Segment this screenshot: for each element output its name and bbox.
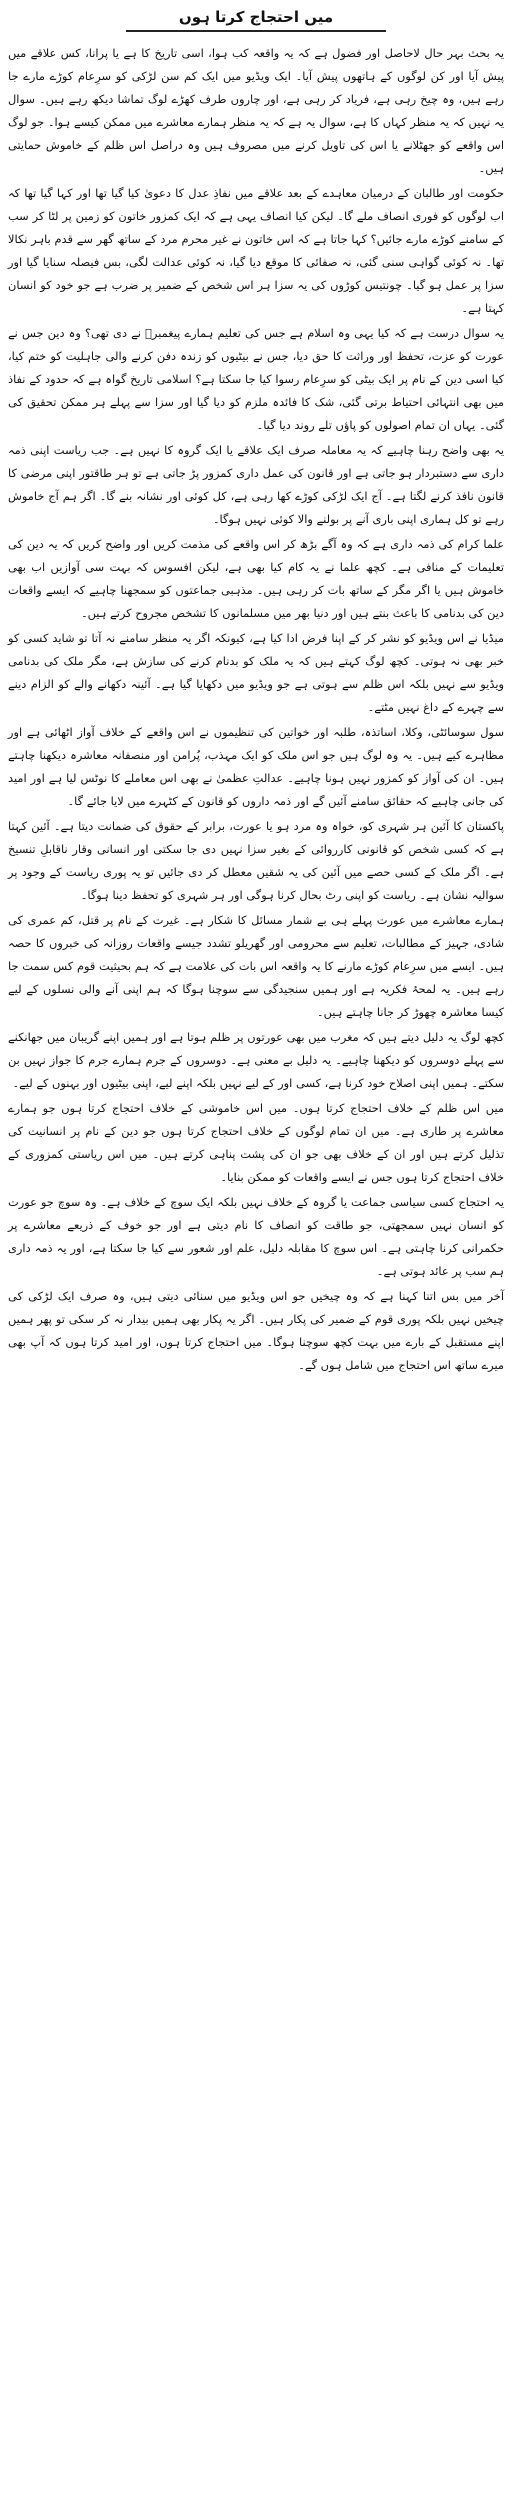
article-paragraph: یہ بھی واضح رہنا چاہیے کہ یہ معاملہ صرف ایک علاقے یا ایک گروہ کا نہیں ہے۔ جب ریاست اپنی ذمہ داری سے دستبردار ہو جاتی ہے اور قانون کی عمل داری کمزور پڑ جاتی ہے تو ہر طاقتور اپنی مرضی کا قانون نافذ کرنے لگتا ہے۔ آج ایک لڑکی کوڑے کھا رہی ہے، کل کوئی اور نشانہ بنے گا۔ اگر ہم آج خاموش رہے تو کل ہماری اپنی باری آنے پر بولنے والا کوئی نہیں ہوگا۔	[8, 443, 504, 526]
article-paragraph: یہ بحث بہر حال لاحاصل اور فضول ہے کہ یہ واقعہ کب ہوا، اسی تاریخ کا ہے یا پرانا، کس علاقے میں پیش آیا اور کن لوگوں کے ہاتھوں پیش آیا۔ ایک ویڈیو میں ایک کم سن لڑکی کو سرِعام کوڑے مارے جا رہے ہیں، وہ چیخ رہی ہے، فریاد کر رہی ہے، اور چاروں طرف کھڑے لوگ تماشا دیکھ رہے ہیں۔ سوال یہ نہیں کہ یہ منظر کہاں کا ہے، سوال یہ ہے کہ یہ منظر ہمارے معاشرے میں ممکن کیسے ہوا۔ جو لوگ اس واقعے کو جھٹلانے یا اس کی تاویل کرنے میں مصروف ہیں وہ دراصل اس ظلم کے خاموش حمایتی ہیں۔	[8, 46, 504, 175]
article-paragraph: یہ احتجاج کسی سیاسی جماعت یا گروہ کے خلاف نہیں بلکہ ایک سوچ کے خلاف ہے۔ وہ سوچ جو عورت کو انسان نہیں سمجھتی، جو طاقت کو انصاف کا نام دیتی ہے اور جو خوف کے ذریعے معاشرے پر حکمرانی کرنا چاہتی ہے۔ اس سوچ کا مقابلہ دلیل، علم اور شعور سے کیا جا سکتا ہے، اور یہ ذمہ داری ہم سب پر عائد ہوتی ہے۔	[8, 1195, 504, 1278]
article-title: میں احتجاج کرتا ہوں	[126, 6, 386, 32]
article-paragraph: میڈیا نے اس ویڈیو کو نشر کر کے اپنا فرض ادا کیا ہے، کیونکہ اگر یہ منظر سامنے نہ آتا تو شاید کسی کو خبر بھی نہ ہوتی۔ کچھ لوگ کہتے ہیں کہ یہ ملک کو بدنام کرنے کی سازش ہے، مگر ملک کی بدنامی ویڈیو سے نہیں بلکہ اس ظلم سے ہوتی ہے جو ویڈیو میں دکھایا گیا ہے۔ آئینہ دکھانے والے کو الزام دینے سے چہرے کے داغ نہیں مٹتے۔	[8, 631, 504, 714]
article-paragraph: میں اس ظلم کے خلاف احتجاج کرتا ہوں۔ میں اس خاموشی کے خلاف احتجاج کرتا ہوں جو ہمارے معاشرے پر طاری ہے۔ میں ان تمام لوگوں کے خلاف احتجاج کرتا ہوں جو دین کے نام پر انسانیت کی تذلیل کرتے ہیں اور ان کے خلاف بھی جو ان کی پشت پناہی کرتے ہیں۔ میں اس ریاستی کمزوری کے خلاف احتجاج کرتا ہوں جس نے ایسے واقعات کو ممکن بنایا۔	[8, 1101, 504, 1184]
article-paragraph: سول سوسائٹی، وکلا، اساتذہ، طلبہ اور خواتین کی تنظیموں نے اس واقعے کے خلاف آواز اٹھائی ہے اور مظاہرے کیے ہیں۔ یہ وہ لوگ ہیں جو اس ملک کو ایک مہذب، پُرامن اور منصفانہ معاشرہ دیکھنا چاہتے ہیں۔ ان کی آواز کو کمزور نہیں ہونا چاہیے۔ عدالتِ عظمیٰ نے بھی اس معاملے کا نوٹس لیا ہے اور امید کی جانی چاہیے کہ حقائق سامنے آئیں گے اور ذمہ داروں کو قانون کے کٹہرے میں لایا جائے گا۔	[8, 725, 504, 808]
article-paragraph: علما کرام کی ذمہ داری ہے کہ وہ آگے بڑھ کر اس واقعے کی مذمت کریں اور واضح کریں کہ یہ دین کی تعلیمات کے منافی ہے۔ کچھ علما نے یہ کام کیا بھی ہے، لیکن افسوس کہ بہت سی آوازیں اب بھی خاموش ہیں یا اگر مگر کے ساتھ بات کر رہی ہیں۔ مذہبی جماعتوں کو سمجھنا چاہیے کہ ایسے واقعات دین کی بدنامی کا باعث بنتے ہیں اور دنیا بھر میں مسلمانوں کا تشخص مجروح کرتے ہیں۔	[8, 537, 504, 620]
article-paragraph: آخر میں بس اتنا کہنا ہے کہ وہ چیخیں جو اس ویڈیو میں سنائی دیتی ہیں، وہ صرف ایک لڑکی کی چیخیں نہیں بلکہ پوری قوم کے ضمیر کی پکار ہیں۔ اگر یہ پکار بھی ہمیں بیدار نہ کر سکی تو پھر ہمیں اپنے مستقبل کے بارے میں بہت کچھ سوچنا ہوگا۔ میں احتجاج کرتا ہوں، اور امید کرتا ہوں کہ آپ بھی میرے ساتھ اس احتجاج میں شامل ہوں گے۔	[8, 1289, 504, 1372]
article-paragraph: حکومت اور طالبان کے درمیان معاہدے کے بعد علاقے میں نفاذِ عدل کا دعویٰ کیا گیا تھا اور کہا گیا تھا کہ اب لوگوں کو فوری انصاف ملے گا۔ لیکن کیا انصاف یہی ہے کہ ایک کمزور خاتون کو زمین پر لٹا کر سب کے سامنے کوڑے مارے جائیں؟ کہا جاتا ہے کہ اس خاتون نے غیر محرم مرد کے ساتھ گھر سے قدم باہر نکالا تھا۔ نہ کوئی گواہی سنی گئی، نہ صفائی کا موقع دیا گیا، نہ کوئی عدالت لگی، بس فیصلہ سنایا گیا اور سزا پر عمل ہو گیا۔ چونتیس کوڑوں کی یہ سزا ہر اس شخص کے ضمیر پر ضرب ہے جو خود کو انسان کہتا ہے۔	[8, 186, 504, 315]
article-paragraph: یہ سوال درست ہے کہ کیا یہی وہ اسلام ہے جس کی تعلیم ہمارے پیغمبرؐ نے دی تھی؟ وہ دین جس نے عورت کو عزت، تحفظ اور وراثت کا حق دیا، جس نے بیٹیوں کو زندہ دفن کرنے والی جاہلیت کو ختم کیا، کیا اسی دین کے نام پر ایک بیٹی کو سرِعام رسوا کیا جا سکتا ہے؟ اسلامی تاریخ گواہ ہے کہ حدود کے نفاذ میں بھی انتہائی احتیاط برتی گئی، شک کا فائدہ ملزم کو دیا گیا اور سزا سے پہلے ہر ممکن تحقیق کی گئی۔ یہاں ان تمام اصولوں کو پاؤں تلے روند دیا گیا۔	[8, 326, 504, 432]
article-paragraph: ہمارے معاشرے میں عورت پہلے ہی بے شمار مسائل کا شکار ہے۔ غیرت کے نام پر قتل، کم عمری کی شادی، جہیز کے مطالبات، تعلیم سے محرومی اور گھریلو تشدد جیسے واقعات روزانہ کی خبروں کا حصہ ہیں۔ ایسے میں سرِعام کوڑے مارنے کا یہ واقعہ اس بات کی علامت ہے کہ ہم بحیثیت قوم کس سمت جا رہے ہیں۔ یہ لمحۂ فکریہ ہے اور ہمیں سنجیدگی سے سوچنا ہوگا کہ ہم اپنی آنے والی نسلوں کے لیے کیسا معاشرہ چھوڑ کر جانا چاہتے ہیں۔	[8, 913, 504, 1019]
article-paragraph: پاکستان کا آئین ہر شہری کو، خواہ وہ مرد ہو یا عورت، برابر کے حقوق کی ضمانت دیتا ہے۔ آئین کہتا ہے کہ کسی شخص کو قانونی کارروائی کے بغیر سزا نہیں دی جا سکتی اور انسانی وقار ناقابلِ تنسیخ ہے۔ اگر ملک کے کسی حصے میں آئین کی یہ شقیں معطل کر دی جائیں تو یہ پوری ریاست کے وجود پر سوالیہ نشان ہے۔ ریاست کو اپنی رٹ بحال کرنا ہوگی اور ہر شہری کو تحفظ دینا ہوگا۔	[8, 819, 504, 902]
article-paragraph: کچھ لوگ یہ دلیل دیتے ہیں کہ مغرب میں بھی عورتوں پر ظلم ہوتا ہے اور ہمیں اپنے گریبان میں جھانکنے سے پہلے دوسروں کو دیکھنا چاہیے۔ یہ دلیل بے معنی ہے۔ دوسروں کے جرم ہمارے جرم کا جواز نہیں بن سکتے۔ ہمیں اپنی اصلاح خود کرنا ہے، کسی اور کے لیے نہیں بلکہ اپنے لیے، اپنی بیٹیوں اور بہنوں کے لیے۔	[8, 1030, 504, 1090]
article-body	[8, 42, 504, 1377]
